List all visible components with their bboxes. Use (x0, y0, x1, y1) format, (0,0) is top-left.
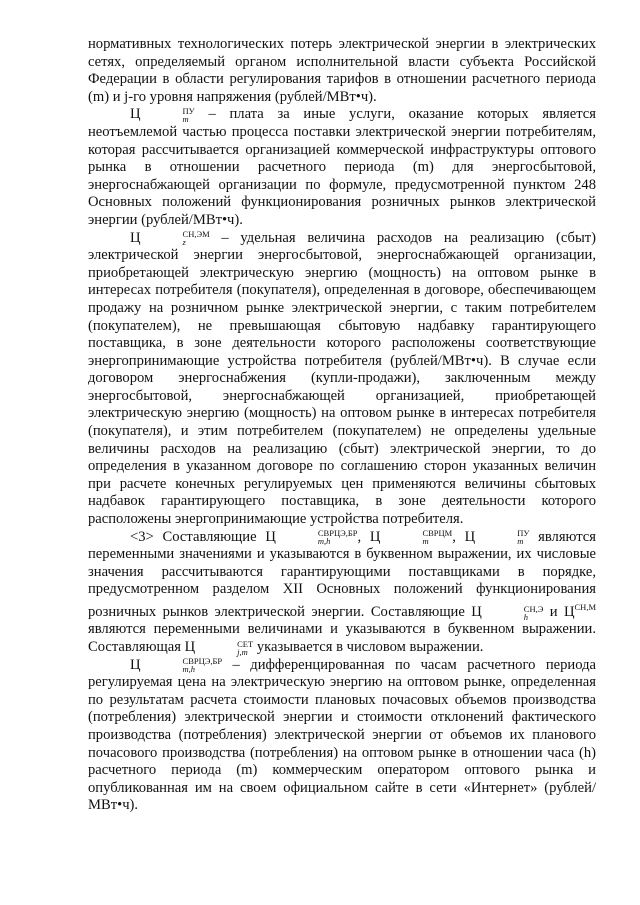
paragraph-sales-expenses (88, 230, 596, 529)
paragraph-footnote-3: <3> Составляющие Ц СВРЦЭ,БР m,h , Ц СВРЦМ m , Ц ПУ m являются переменными значениями и указываются в буквенном выражении, их числовые значения рассчитываются гарантирующими поставщиками в порядке, предусмотренном разделом XII Основных положений функционирования розничных рынков электрической энергии. Составляющие Ц СН,Э h и $Ц^{СН,М}$ являются переменными величинами и указываются в буквенном выражении. Составляющая Ц СЕТ j,m указывается в числовом выражении. (88, 528, 597, 657)
paragraph-other-services-fee (88, 106, 596, 229)
formula-symbol: Ц СВРЦМ m (369, 528, 453, 547)
formula-symbol: $Ц^{СН,М}$ (563, 602, 597, 620)
formula-symbol: Ц СВРЦЭ,БР m,h (130, 656, 223, 675)
formula-symbol: Ц СЕТ j,m (184, 638, 254, 657)
formula-symbol: Ц ПУ m (464, 528, 530, 547)
paragraph-text: – удельная величина расходов на реализацию (сбыт) электрической энергии энергосбытовой, энергоснабжающей организации, приобретающей электрическую энергию (мощность) на оптовом рынке в интересах потребителя (покупателя), определенная в договоре, обеспечивающем продажу на розничном рынке электрической энергии, с таким потребителем (покупателем), не превышающая сбытовую надбавку гарантирующего поставщика, в зоне деятельности которого расположены соответствующие энергопринимающие устройства потребителя (рублей/МВт•ч). В случае если договором энергоснабжения (купли-продажи), заключенным между энергосбытовой, энергоснабжающей организацией, приобретающей электрическую энергию (мощность) на оптовом рынке в интересах потребителя (покупателя), и этим потребителем (покупателем) не определены удельные величины расходов на реализацию (сбыт) электрической энергии, то до определения в указанном договоре по соглашению сторон указанных величин при расчете конечных регулируемых цен применяются величины сбытовых надбавок гарантирующего поставщика, в зоне деятельности которого расположены энергопринимающие устройства потребителя. (88, 229, 596, 528)
footnote-prefix: <3> Составляющие (130, 528, 266, 545)
document-page (88, 36, 596, 815)
paragraph-text: являются переменными значениями и указываются в буквенном выражении, их числовые значения рассчитываются гарантирующими поставщиками в порядке, предусмотренном разделом XII Основных положений функционирования розничных рынков электрической энергии. Составляющие (88, 528, 597, 620)
paragraph-losses-continuation (88, 36, 596, 106)
paragraph-text: нормативных технологических потерь электрической энергии в электрических сетях, определяемый органом исполнительной власти субъекта Российской Федерации в области регулирования тарифов в отношении расчетного периода (m) и j-го уровня напряжения (рублей/МВт•ч). (88, 36, 596, 105)
paragraph-text: являются переменными величинами и указываются в буквенном выражении. Составляющая (88, 621, 596, 656)
formula-symbol: Ц СВРЦЭ,БР m,h (265, 528, 358, 547)
formula-symbol: Ц СН,Э h (471, 603, 544, 622)
paragraph-hourly-price (88, 657, 596, 815)
paragraph-text: – плата за иные услуги, оказание которых является неотъемлемой частью процесса поставки электрической энергии потребителям, которая рассчитывается организацией коммерческой инфраструктуры оптового рынка в отношении расчетного периода (m) для энергосбытовой, энергоснабжающей организации по формуле, предусмотренной пунктом 248 Основных положений функционирования розничных рынков электрической энергии (рублей/МВт•ч). (88, 106, 596, 228)
formula-symbol: Ц СН,ЭМ z (130, 229, 210, 248)
paragraph-text: – дифференцированная по часам расчетного периода регулируемая цена на электрическую энергию на оптовом рынке, определенная по результатам расчета стоимости плановых почасовых объемов производства (потребления) электрической энергии и стоимости отклонений фактического производства (потребления) электрической энергии от объемов их планового почасового производства (потребления) на оптовом рынке в отношении часа (h) расчетного периода (m) коммерческим оператором оптового рынка и опубликованная им на своем официальном сайте в сети «Интернет» (рублей/МВт•ч). (88, 656, 596, 814)
formula-symbol: Ц ПУ m (130, 106, 195, 125)
paragraph-text: указывается в числовом выражении. (253, 639, 484, 656)
